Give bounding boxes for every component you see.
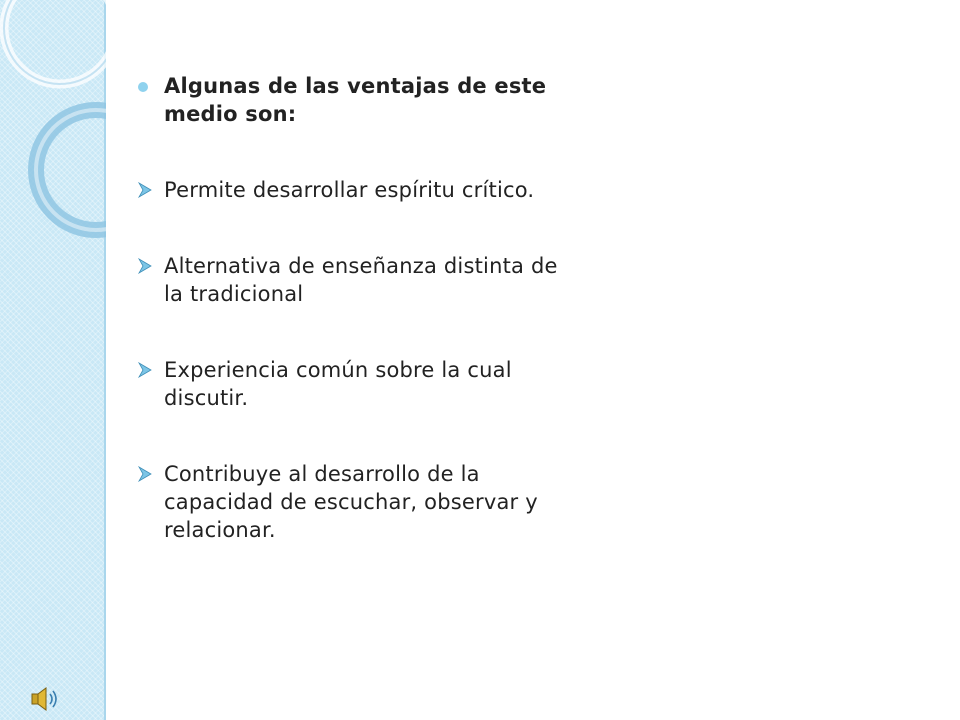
list-item-text: Contribuye al desarrollo de la capacidad de escuchar, observar y relacionar. xyxy=(164,462,538,542)
list-item xyxy=(136,460,576,544)
arrowhead-bullet-icon xyxy=(138,466,152,482)
decorative-rings xyxy=(0,0,106,260)
list-heading xyxy=(136,72,576,128)
list-item xyxy=(136,252,576,308)
list-item-text: Experiencia común sobre la cual discutir. xyxy=(164,358,512,410)
list-heading-text: Algunas de las ventajas de este medio son: xyxy=(164,74,547,126)
list-item xyxy=(136,176,576,204)
lower-ring xyxy=(36,110,106,230)
list-item-text: Permite desarrollar espíritu crítico. xyxy=(164,178,535,202)
list-item-text: Alternativa de enseñanza distinta de la tradicional xyxy=(164,254,558,306)
arrowhead-bullet-icon xyxy=(138,258,152,274)
dot-bullet-icon xyxy=(138,82,148,92)
arrowhead-bullet-icon xyxy=(138,362,152,378)
list-item xyxy=(136,356,576,412)
bullet-list xyxy=(136,72,576,544)
speaker-icon[interactable] xyxy=(30,686,62,712)
upper-ring xyxy=(4,0,106,84)
arrowhead-bullet-icon xyxy=(138,182,152,198)
